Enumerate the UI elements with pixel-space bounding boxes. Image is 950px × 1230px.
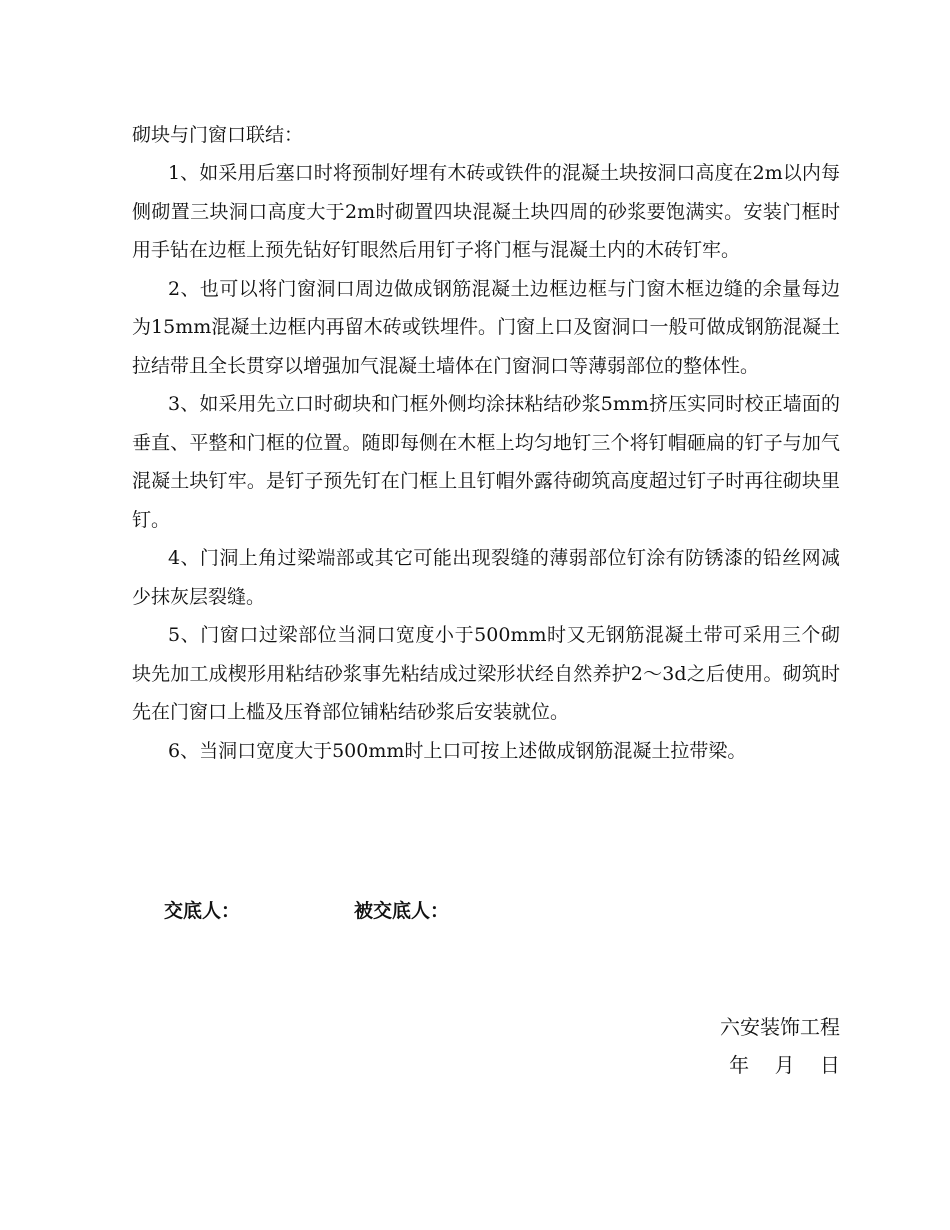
paragraph-2: 2、也可以将门窗洞口周边做成钢筋混凝土边框边框与门窗木框边缝的余量每边为15mm混凝土边框内再留木砖或铁埋件。门窗上口及窗洞口一般可做成钢筋混凝土拉结带且全长贯穿以增强加气混凝土墙体在门窗洞口等薄弱部位的整体性。 (132, 277, 840, 377)
section-heading: 砌块与门窗口联结： (132, 124, 304, 146)
date-line: 年 月 日 (729, 1053, 840, 1077)
recipient-label: 被交底人： (354, 900, 450, 922)
paragraph-6: 6、当洞口宽度大于500mm时上口可按上述做成钢筋混凝土拉带梁。 (168, 739, 747, 762)
paragraph-5: 5、门窗口过梁部位当洞口宽度小于500mm时又无钢筋混凝土带可采用三个砌块先加工成楔形用粘结砂浆事先粘结成过梁形状经自然养护2～3d之后使用。砌筑时先在门窗口上槛及压脊部位铺粘结砂浆后安装就位。 (132, 624, 840, 723)
company-name: 六安装饰工程 (720, 1015, 840, 1039)
presenter-label: 交底人： (164, 900, 241, 922)
paragraph-4: 4、门洞上角过梁端部或其它可能出现裂缝的薄弱部位钉涂有防锈漆的铅丝网减少抹灰层裂缝。 (132, 547, 840, 608)
document-body (132, 116, 840, 770)
paragraph-1: 1、如采用后塞口时将预制好埋有木砖或铁件的混凝土块按洞口高度在2m以内每侧砌置三块洞口高度大于2m时砌置四块混凝土块四周的砂浆要饱满实。安装门框时用手钻在边框上预先钻好钉眼然后用钉子将门框与混凝土内的木砖钉牢。 (132, 162, 840, 261)
paragraph-3: 3、如采用先立口时砌块和门框外侧均涂抹粘结砂浆5mm挤压实同时校正墙面的垂直、平整和门框的位置。随即每侧在木框上均匀地钉三个将钉帽砸扁的钉子与加气混凝土块钉牢。是钉子预先钉在门框上且钉帽外露待砌筑高度超过钉子时再往砌块里钉。 (132, 393, 840, 531)
signature-row (164, 895, 664, 927)
